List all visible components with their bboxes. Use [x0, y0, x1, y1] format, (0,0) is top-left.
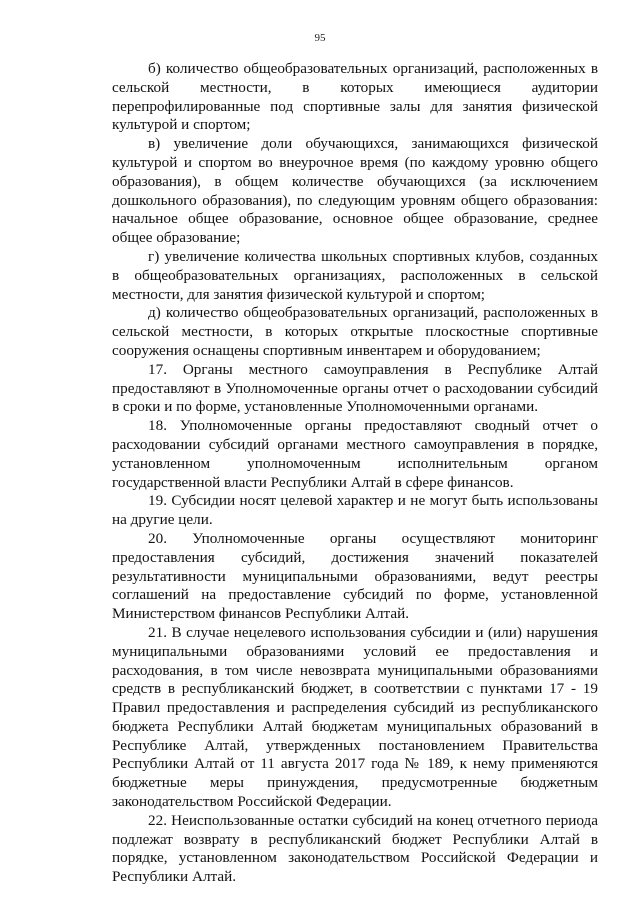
paragraph-17: 17. Органы местного самоуправления в Республике Алтай предоставляют в Уполномоченные органы отчет о расходовании субсидий в сроки и по форме, установленные Уполномоченными органами.	[112, 360, 598, 416]
paragraph-22: 22. Неиспользованные остатки субсидий на конец отчетного периода подлежат возврату в республиканский бюджет Республики Алтай в порядке, установленном законодательством Российской Федерации и Республики Алтай.	[112, 811, 598, 886]
paragraph-v: в) увеличение доли обучающихся, занимающихся физической культурой и спортом во внеурочное время (по каждому уровню общего образования), в общем количестве обучающихся (за исключением дошкольного образования), по следующим уровням общего образования: начальное общее образование, основное общее образование, среднее общее образование;	[112, 135, 598, 247]
paragraph-21: 21. В случае нецелевого использования субсидии и (или) нарушения муниципальными образованиями условий ее предоставления и расходования, в том числе невозврата муниципальными образованиями средств в республиканский бюджет, в соответствии с пунктами 17 - 19 Правил предоставления и распределения субсидий из республиканского бюджета Республики Алтай бюджетам муниципальных образований в Республике Алтай, утвержденных постановлением Правительства Республики Алтай от 11 августа 2017 года № 189, к нему применяются бюджетные меры принуждения, предусмотренные бюджетным законодательством Российской Федерации.	[112, 623, 598, 811]
paragraph-g: г) увеличение количества школьных спортивных клубов, созданных в общеобразовательных организациях, расположенных в сельской местности, для занятия физической культурой и спортом;	[112, 247, 598, 303]
paragraph-20: 20. Уполномоченные органы осуществляют мониторинг предоставления субсидий, достижения значений показателей результативности муниципальными образованиями, ведут реестры соглашений на предоставление субсидий по форме, установленной Министерством финансов Республики Алтай.	[112, 529, 598, 623]
page-number: 95	[314, 32, 326, 44]
paragraph-18: 18. Уполномоченные органы предоставляют сводный отчет о расходовании субсидий органами местного самоуправления в порядке, установленном уполномоченным исполнительным органом государственной власти Республики Алтай в сфере финансов.	[112, 417, 598, 491]
paragraph-b: б) количество общеобразовательных организаций, расположенных в сельской местности, в которых имеющиеся аудитории перепрофилированные под спортивные залы для занятия физической культурой и спортом;	[112, 60, 598, 134]
document-body	[112, 60, 598, 887]
paragraph-19: 19. Субсидии носят целевой характер и не могут быть использованы на другие цели.	[112, 492, 598, 529]
paragraph-d: д) количество общеобразовательных организаций, расположенных в сельской местности, в которых открытые плоскостные спортивные сооружения оснащены спортивным инвентарем и оборудованием;	[112, 304, 598, 359]
